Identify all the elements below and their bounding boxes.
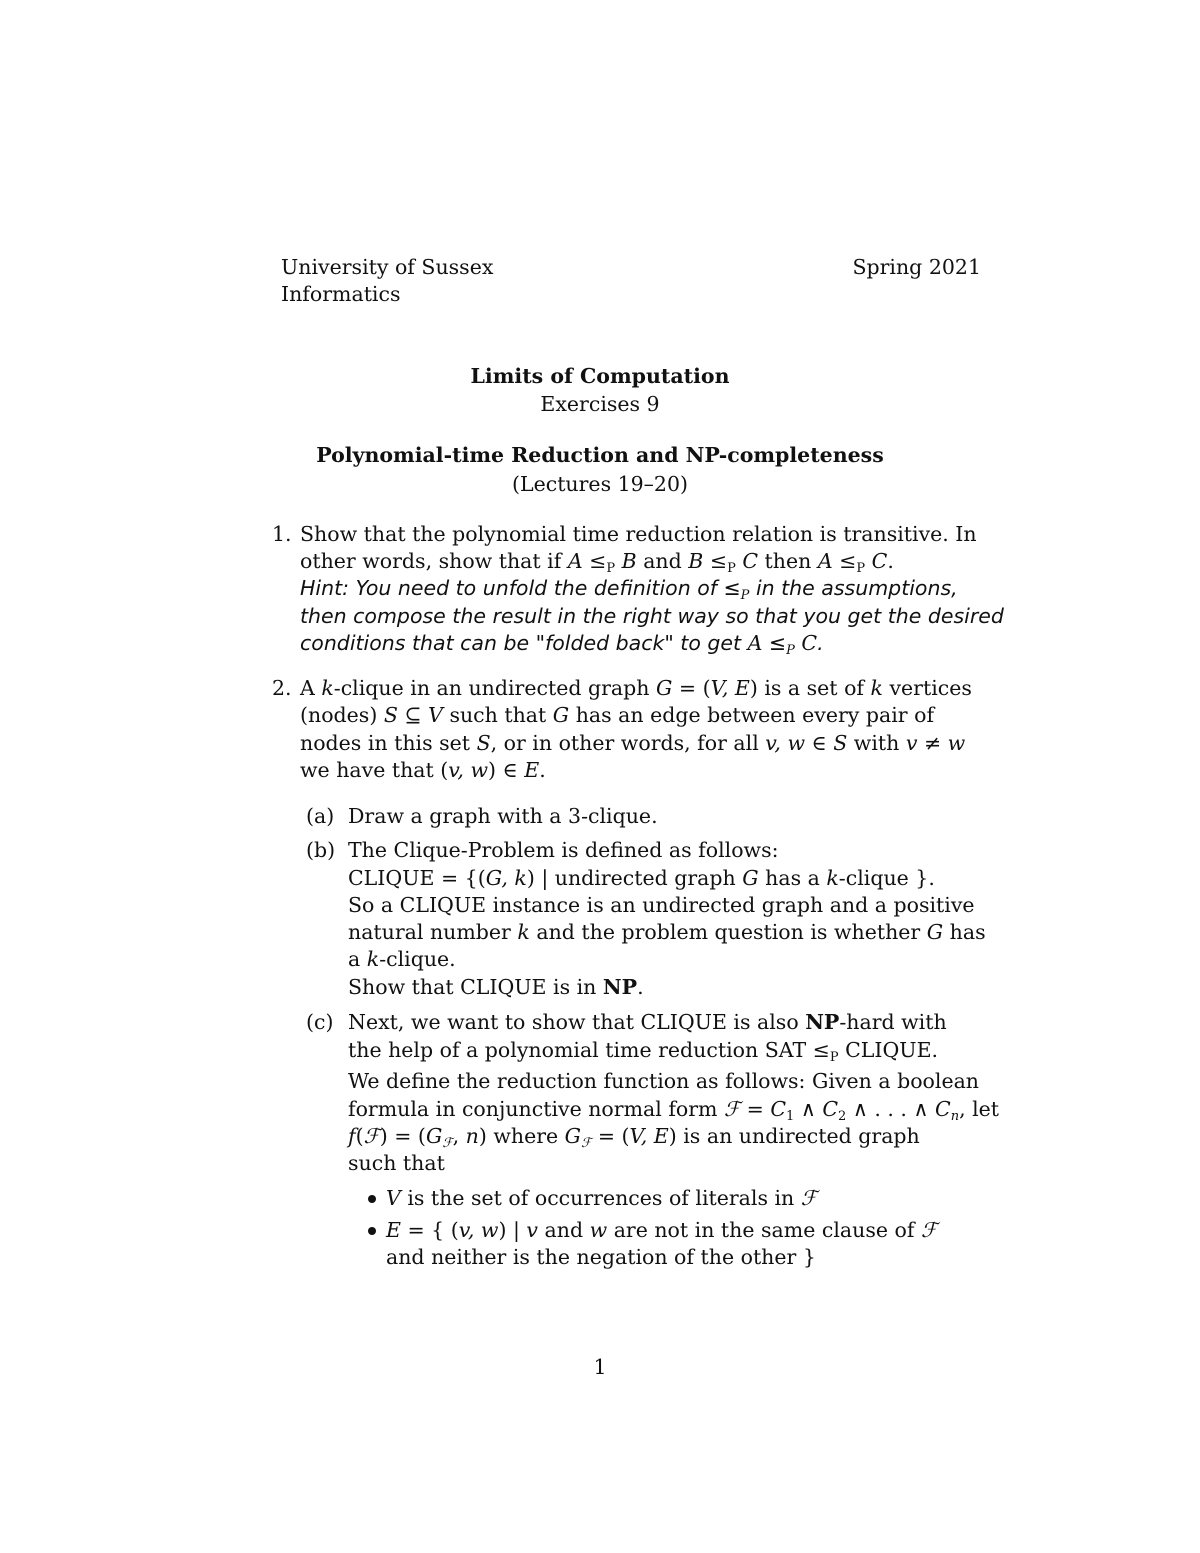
bullet-icon	[368, 1227, 376, 1235]
text-run: is a set of	[757, 676, 871, 700]
question-number: 1.	[272, 522, 292, 546]
hint-line: conditions that can be "folded back" to get A ≤P C.	[300, 631, 824, 658]
subquestion-text: the help of a polynomial time reduction SAT ≤P CLIQUE.	[348, 1038, 939, 1065]
subquestion-text	[348, 975, 644, 999]
text-run: has	[943, 920, 986, 944]
bullet-item: E = { (v, w) | v and w are not in the same clause of ℱ	[386, 1218, 938, 1242]
question-text-line: Show that the polynomial time reduction relation is transitive. In	[300, 522, 977, 546]
text-run: Show that CLIQUE is in	[348, 975, 603, 999]
question-text-line: A k-clique in an undirected graph G = (V, E) is a set of k vertices	[300, 676, 972, 700]
bullet-icon	[368, 1195, 376, 1203]
hint-line: then compose the result in the right way so that you get the desired	[300, 604, 1004, 628]
text-run: A	[300, 676, 322, 700]
subquestion-text: such that	[348, 1151, 445, 1175]
subquestion-text: f(ℱ) = ($G_ℱ$, n) where $G_ℱ = (V$, E) is an undirected graph	[348, 1124, 920, 1151]
text-run: has a	[758, 866, 827, 890]
text-run: we have that	[300, 758, 441, 782]
hint-line: Hint: You need to unfold the definition of ≤P in the assumptions,	[300, 576, 958, 603]
text-run: and the problem question is whether	[529, 920, 927, 944]
subquestion-text: So a CLIQUE instance is an undirected graph and a positive	[348, 893, 975, 917]
subquestion-text: natural number k and the problem question is whether G has	[348, 920, 986, 944]
subquestion-label: (b)	[306, 838, 336, 862]
text-run: with	[847, 731, 906, 755]
text-run: a	[348, 947, 367, 971]
bullet-item: V is the set of occurrences of literals in ℱ	[386, 1186, 817, 1210]
subquestion-text: a k-clique.	[348, 947, 456, 971]
text-run: -clique in an undirected graph	[333, 676, 656, 700]
text-run: -clique.	[379, 947, 456, 971]
text-run: is an undirected graph	[676, 1124, 920, 1148]
course-title: Limits of Computation	[470, 364, 730, 388]
text-run: .	[637, 975, 644, 999]
text-run: (nodes)	[300, 703, 384, 727]
text-run: then	[758, 549, 818, 573]
subquestion-text: We define the reduction function as follows: Given a boolean	[348, 1069, 979, 1093]
subquestion-label: (c)	[306, 1010, 334, 1034]
university-name: University of Sussex	[281, 255, 494, 279]
text-run: undirected graph	[548, 866, 743, 890]
text-run: NP	[805, 1010, 840, 1034]
question-text-line: (nodes) S ⊆ V such that G has an edge between every pair of	[300, 703, 935, 727]
text-run: nodes in this set	[300, 731, 477, 755]
page-number: 1	[593, 1355, 607, 1379]
text-run: the help of a polynomial time reduction SAT	[348, 1038, 813, 1062]
text-run: , or in other words, for all	[490, 731, 766, 755]
text-run: CLIQUE.	[838, 1038, 939, 1062]
department-name: Informatics	[281, 282, 401, 306]
text-run: CLIQUE	[348, 866, 435, 890]
text-run: and	[636, 549, 689, 573]
text-run: -hard with	[839, 1010, 947, 1034]
question-text-line: we have that (v, w) ∈ E.	[300, 758, 546, 782]
text-run: natural number	[348, 920, 518, 944]
subquestion-text: Draw a graph with a 3-clique.	[348, 804, 658, 828]
text-run: NP	[602, 975, 638, 999]
text-run: Next, we want to show that CLIQUE is also	[348, 1010, 806, 1034]
text-run: are not in the same clause of	[607, 1218, 921, 1242]
bullet-item-continuation: and neither is the negation of the other }	[386, 1245, 816, 1269]
text-run: , let	[959, 1097, 1000, 1121]
subquestion-text: CLIQUE = {(G, k) | undirected graph G has a k-clique }.	[348, 866, 935, 890]
text-run: other words, show that if	[300, 549, 568, 573]
subquestion-text: The Clique-Problem is defined as follows:	[348, 838, 779, 862]
text-run: Hint: You need to unfold the definition of	[300, 576, 724, 600]
text-run: -clique }.	[838, 866, 935, 890]
text-run: vertices	[882, 676, 972, 700]
text-run: and	[538, 1218, 590, 1242]
subquestion-label: (a)	[306, 804, 335, 828]
exercise-sheet-label: Exercises 9	[540, 392, 660, 416]
text-run: where	[486, 1124, 565, 1148]
text-run: such that	[442, 703, 553, 727]
question-text-line: other words, show that if A ≤P B and B ≤P C then A ≤P C.	[300, 549, 894, 576]
text-run: in the assumptions,	[749, 576, 958, 600]
subquestion-text	[348, 1010, 947, 1034]
text-run: conditions that can be "folded back" to get	[300, 631, 748, 655]
text-run: has an edge between every pair of	[569, 703, 935, 727]
text-run: formula in conjunctive normal form	[348, 1097, 724, 1121]
question-number: 2.	[272, 676, 292, 700]
question-text-line: nodes in this set S, or in other words, for all v, w ∈ S with v ≠ w	[300, 731, 966, 755]
term-label: Spring 2021	[852, 255, 981, 279]
subquestion-text: formula in conjunctive normal form ℱ = C1 ∧ C2 ∧ . . . ∧ $C_n$, let	[348, 1097, 1000, 1124]
topic-title: Polynomial-time Reduction and NP-completeness	[316, 443, 884, 467]
lectures-label: (Lectures 19–20)	[511, 472, 689, 496]
text-run: is the set of occurrences of literals in	[400, 1186, 801, 1210]
